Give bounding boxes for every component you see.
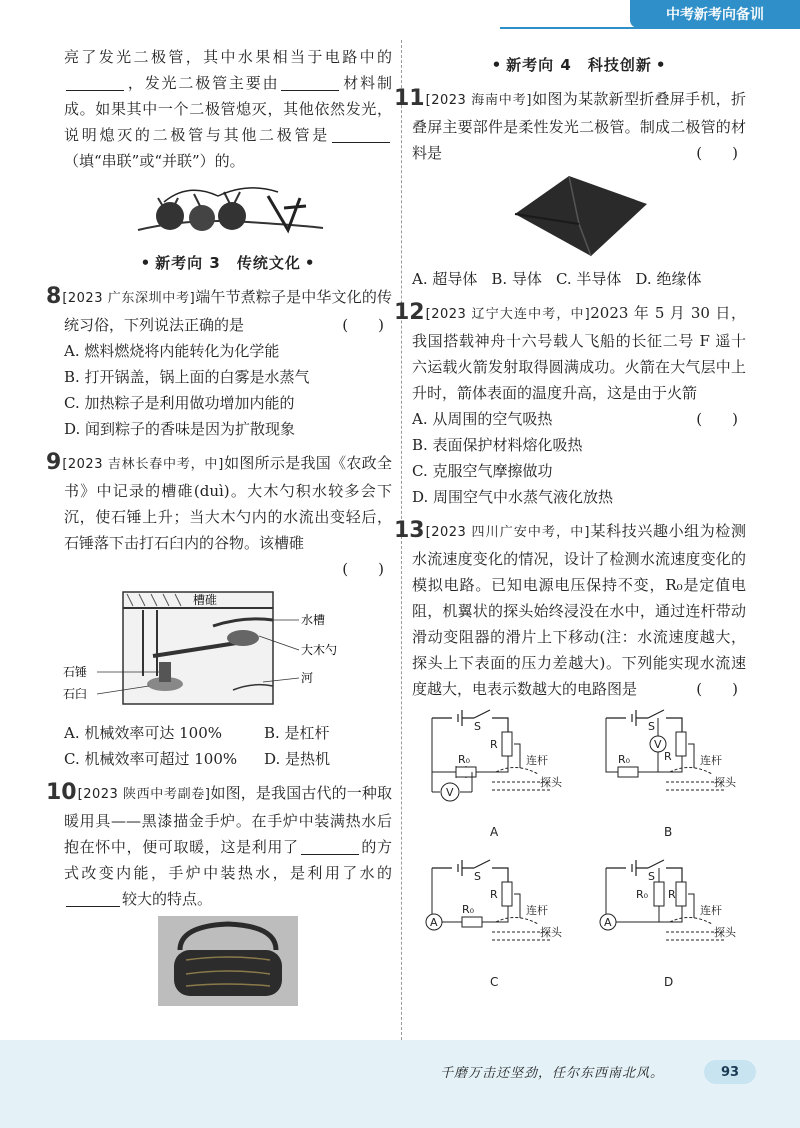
intro-text-2: ，发光二极管主要由 (126, 74, 280, 92)
option-d[interactable]: D. 绝缘体 (635, 270, 702, 288)
question-9 (46, 450, 392, 772)
rod-label: 连杆 (526, 754, 548, 767)
question-source: [2023 辽宁大连中考，中] (425, 307, 591, 322)
question-number: 8 (46, 284, 62, 309)
circuit-b[interactable] (606, 710, 737, 839)
question-text: 端午节煮粽子是中华文化的传统习俗，下列说法正确的是 (64, 288, 392, 334)
option-c[interactable]: C. 机械效率可超过 100% (64, 750, 238, 768)
question-number: 11 (394, 86, 425, 111)
water-hammer-figure (63, 586, 363, 716)
folding-phone-photo (509, 170, 649, 262)
label-hammer: 石锤 (63, 665, 88, 679)
question-11 (394, 86, 746, 292)
switch-label: S (474, 870, 481, 883)
question-9-options (64, 720, 392, 772)
rheostat-label: R (490, 888, 498, 901)
intro-text-3: 材料制成。如果其中一个二极管熄灭，其他依然发光，说明熄灭的二极管与其他二极管是 (64, 74, 392, 144)
page-number (704, 1060, 756, 1084)
question-13 (394, 518, 746, 998)
option-c[interactable]: C. 克服空气摩擦做功 (412, 462, 553, 480)
question-source: [2023 海南中考] (425, 93, 532, 108)
option-a[interactable]: A. 机械效率可达 100% (64, 724, 223, 742)
fixed-resistor-label: R₀ (458, 753, 471, 766)
question-11-options (412, 266, 746, 292)
caption-c: C (490, 975, 499, 989)
fixed-resistor-label: R₀ (618, 753, 631, 766)
footer-quote: 千磨万击还坚劲，任尔东西南北风。 (440, 1066, 665, 1081)
question-13-stem (394, 518, 746, 702)
section-title-4: • 新考向 4 科技创新 • (491, 56, 667, 74)
probe-label: 探头 (714, 776, 736, 789)
answer-blank[interactable] (66, 889, 120, 907)
voltmeter-label: V (654, 738, 662, 751)
option-d[interactable]: D. 闻到粽子的香味是因为扩散现象 (64, 420, 296, 438)
option-b[interactable]: B. 表面保护材料熔化吸热 (412, 436, 583, 454)
answer-paren[interactable]: ( ) (696, 410, 738, 428)
probe-label: 探头 (714, 926, 736, 939)
circuit-a[interactable] (432, 710, 563, 839)
answer-blank[interactable] (332, 125, 390, 143)
series-header (630, 0, 800, 28)
ammeter-label: A (604, 916, 612, 929)
question-11-stem (394, 86, 746, 166)
rheostat-label: R (664, 750, 672, 763)
answer-paren[interactable]: ( ) (342, 560, 384, 578)
answer-blank[interactable] (301, 837, 359, 855)
rheostat-label: R (668, 888, 676, 901)
option-a[interactable]: A. 燃料燃烧将内能转化为化学能 (64, 342, 280, 360)
rheostat-label: R (490, 738, 498, 751)
rod-label: 连杆 (700, 904, 722, 917)
probe-label: 探头 (540, 776, 562, 789)
question-text-2: 的方式改变内能，手炉中装热水，是利用了水的 (64, 838, 392, 882)
question-text: 如图为某款新型折叠屏手机，折叠屏主要部件是柔性发光二极管。制成二极管的材料是 (412, 90, 746, 162)
footer-band (0, 1040, 800, 1128)
switch-label: S (474, 720, 481, 733)
section-title-3-text: 新考向 3 传统文化 (155, 254, 301, 272)
probe-label: 探头 (540, 926, 562, 939)
question-text-1: 如图，是我国古代的一种取暖用具——黑漆描金手炉。在手炉中装满热水后抱在怀中，便可取暖，这是利用了 (64, 784, 392, 856)
label-trough: 水槽 (301, 613, 326, 627)
option-c[interactable]: C. 半导体 (555, 270, 622, 288)
caption-b: B (664, 825, 673, 839)
intro-text-4: （填“串联”或“并联”）的。 (64, 152, 245, 170)
option-a[interactable]: A. 超导体 (412, 270, 478, 288)
voltmeter-label: V (446, 786, 454, 799)
label-river: 河 (301, 671, 314, 685)
label-spoon: 大木勺 (301, 643, 338, 657)
option-a[interactable]: A. 从周围的空气吸热 (412, 410, 553, 428)
question-10 (46, 780, 392, 1006)
label-top: 槽碓 (193, 593, 218, 607)
series-title: 中考新考向备训 (666, 7, 764, 23)
question-source: [2023 陕西中考副卷] (77, 787, 211, 802)
label-mortar: 石臼 (63, 687, 88, 701)
question-source: [2023 四川广安中考，中] (425, 525, 590, 540)
section-title-4-text: 新考向 4 科技创新 (506, 56, 652, 74)
switch-label: S (648, 870, 655, 883)
column-divider (401, 40, 402, 1050)
caption-a: A (490, 825, 499, 839)
question-number: 9 (46, 450, 62, 475)
option-b[interactable]: B. 打开锅盖，锅上面的白雾是水蒸气 (64, 368, 310, 386)
circuit-d[interactable] (600, 860, 737, 989)
question-number: 12 (394, 300, 425, 325)
question-text-3: 较大的特点。 (122, 890, 213, 908)
question-source: [2023 吉林长春中考，中] (62, 457, 224, 472)
answer-blank[interactable] (66, 73, 124, 91)
option-d[interactable]: D. 周围空气中水蒸气液化放热 (412, 488, 614, 506)
hand-warmer-photo (158, 916, 298, 1006)
intro-paragraph (64, 44, 392, 174)
question-number: 13 (394, 518, 425, 543)
question-source: [2023 广东深圳中考] (62, 291, 196, 306)
answer-paren[interactable]: ( ) (342, 316, 384, 334)
fixed-resistor-label: R₀ (636, 888, 649, 901)
question-10-stem (46, 780, 392, 912)
circuit-diagrams (412, 708, 746, 998)
answer-paren[interactable]: ( ) (696, 680, 738, 698)
answer-blank[interactable] (281, 73, 339, 91)
option-b[interactable]: B. 导体 (491, 270, 542, 288)
question-9-stem (46, 450, 392, 556)
question-8-stem (46, 284, 392, 338)
circuit-c[interactable] (426, 860, 563, 989)
question-text: 2023 年 5 月 30 日，我国搭载神舟十六号载人飞船的长征二号 F 遥十六运载火箭发射取得圆满成功。火箭在大气层中上升时，箭体表面的温度升高，这是由于火箭 (412, 304, 746, 402)
switch-label: S (648, 720, 655, 733)
question-number: 10 (46, 780, 77, 805)
option-c[interactable]: C. 加热粽子是利用做功增加内能的 (64, 394, 295, 412)
page-number-text: 93 (720, 1064, 740, 1080)
question-8 (46, 284, 392, 442)
left-column (46, 44, 392, 1010)
right-column (394, 44, 746, 998)
intro-text-1: 亮了发光二极管，其中水果相当于电路中的 (64, 48, 392, 66)
answer-paren[interactable]: ( ) (696, 144, 738, 162)
fruit-battery-led-figure (128, 178, 328, 242)
question-text: 如图所示是我国《农政全书》中记录的槽碓(duì)。大木勺积水较多会下沉，使石锤上升；当大木勺内的水流出变轻后，石锤落下击打石臼内的谷物。该槽碓 (64, 454, 392, 552)
question-12 (394, 300, 746, 510)
ammeter-label: A (430, 916, 438, 929)
header-rule (500, 27, 800, 29)
question-text: 某科技兴趣小组为检测水流速度变化的情况，设计了检测水流速度变化的模拟电路。已知电源电压保持不变，R₀是定值电阻，机翼状的探头始终浸没在水中，通过连杆带动滑动变阻器的滑片上下移动(注：水流速度越大，探头上下表面的压力差越大)。下列能实现水流速度越大，电表示数越大的电路图是 (412, 522, 746, 698)
option-b[interactable]: B. 是杠杆 (264, 724, 330, 742)
option-d[interactable]: D. 是热机 (264, 750, 331, 768)
section-title-3: • 新考向 3 传统文化 • (140, 254, 316, 272)
fixed-resistor-label: R₀ (462, 903, 475, 916)
rod-label: 连杆 (526, 904, 548, 917)
caption-d: D (664, 975, 674, 989)
rod-label: 连杆 (700, 754, 722, 767)
